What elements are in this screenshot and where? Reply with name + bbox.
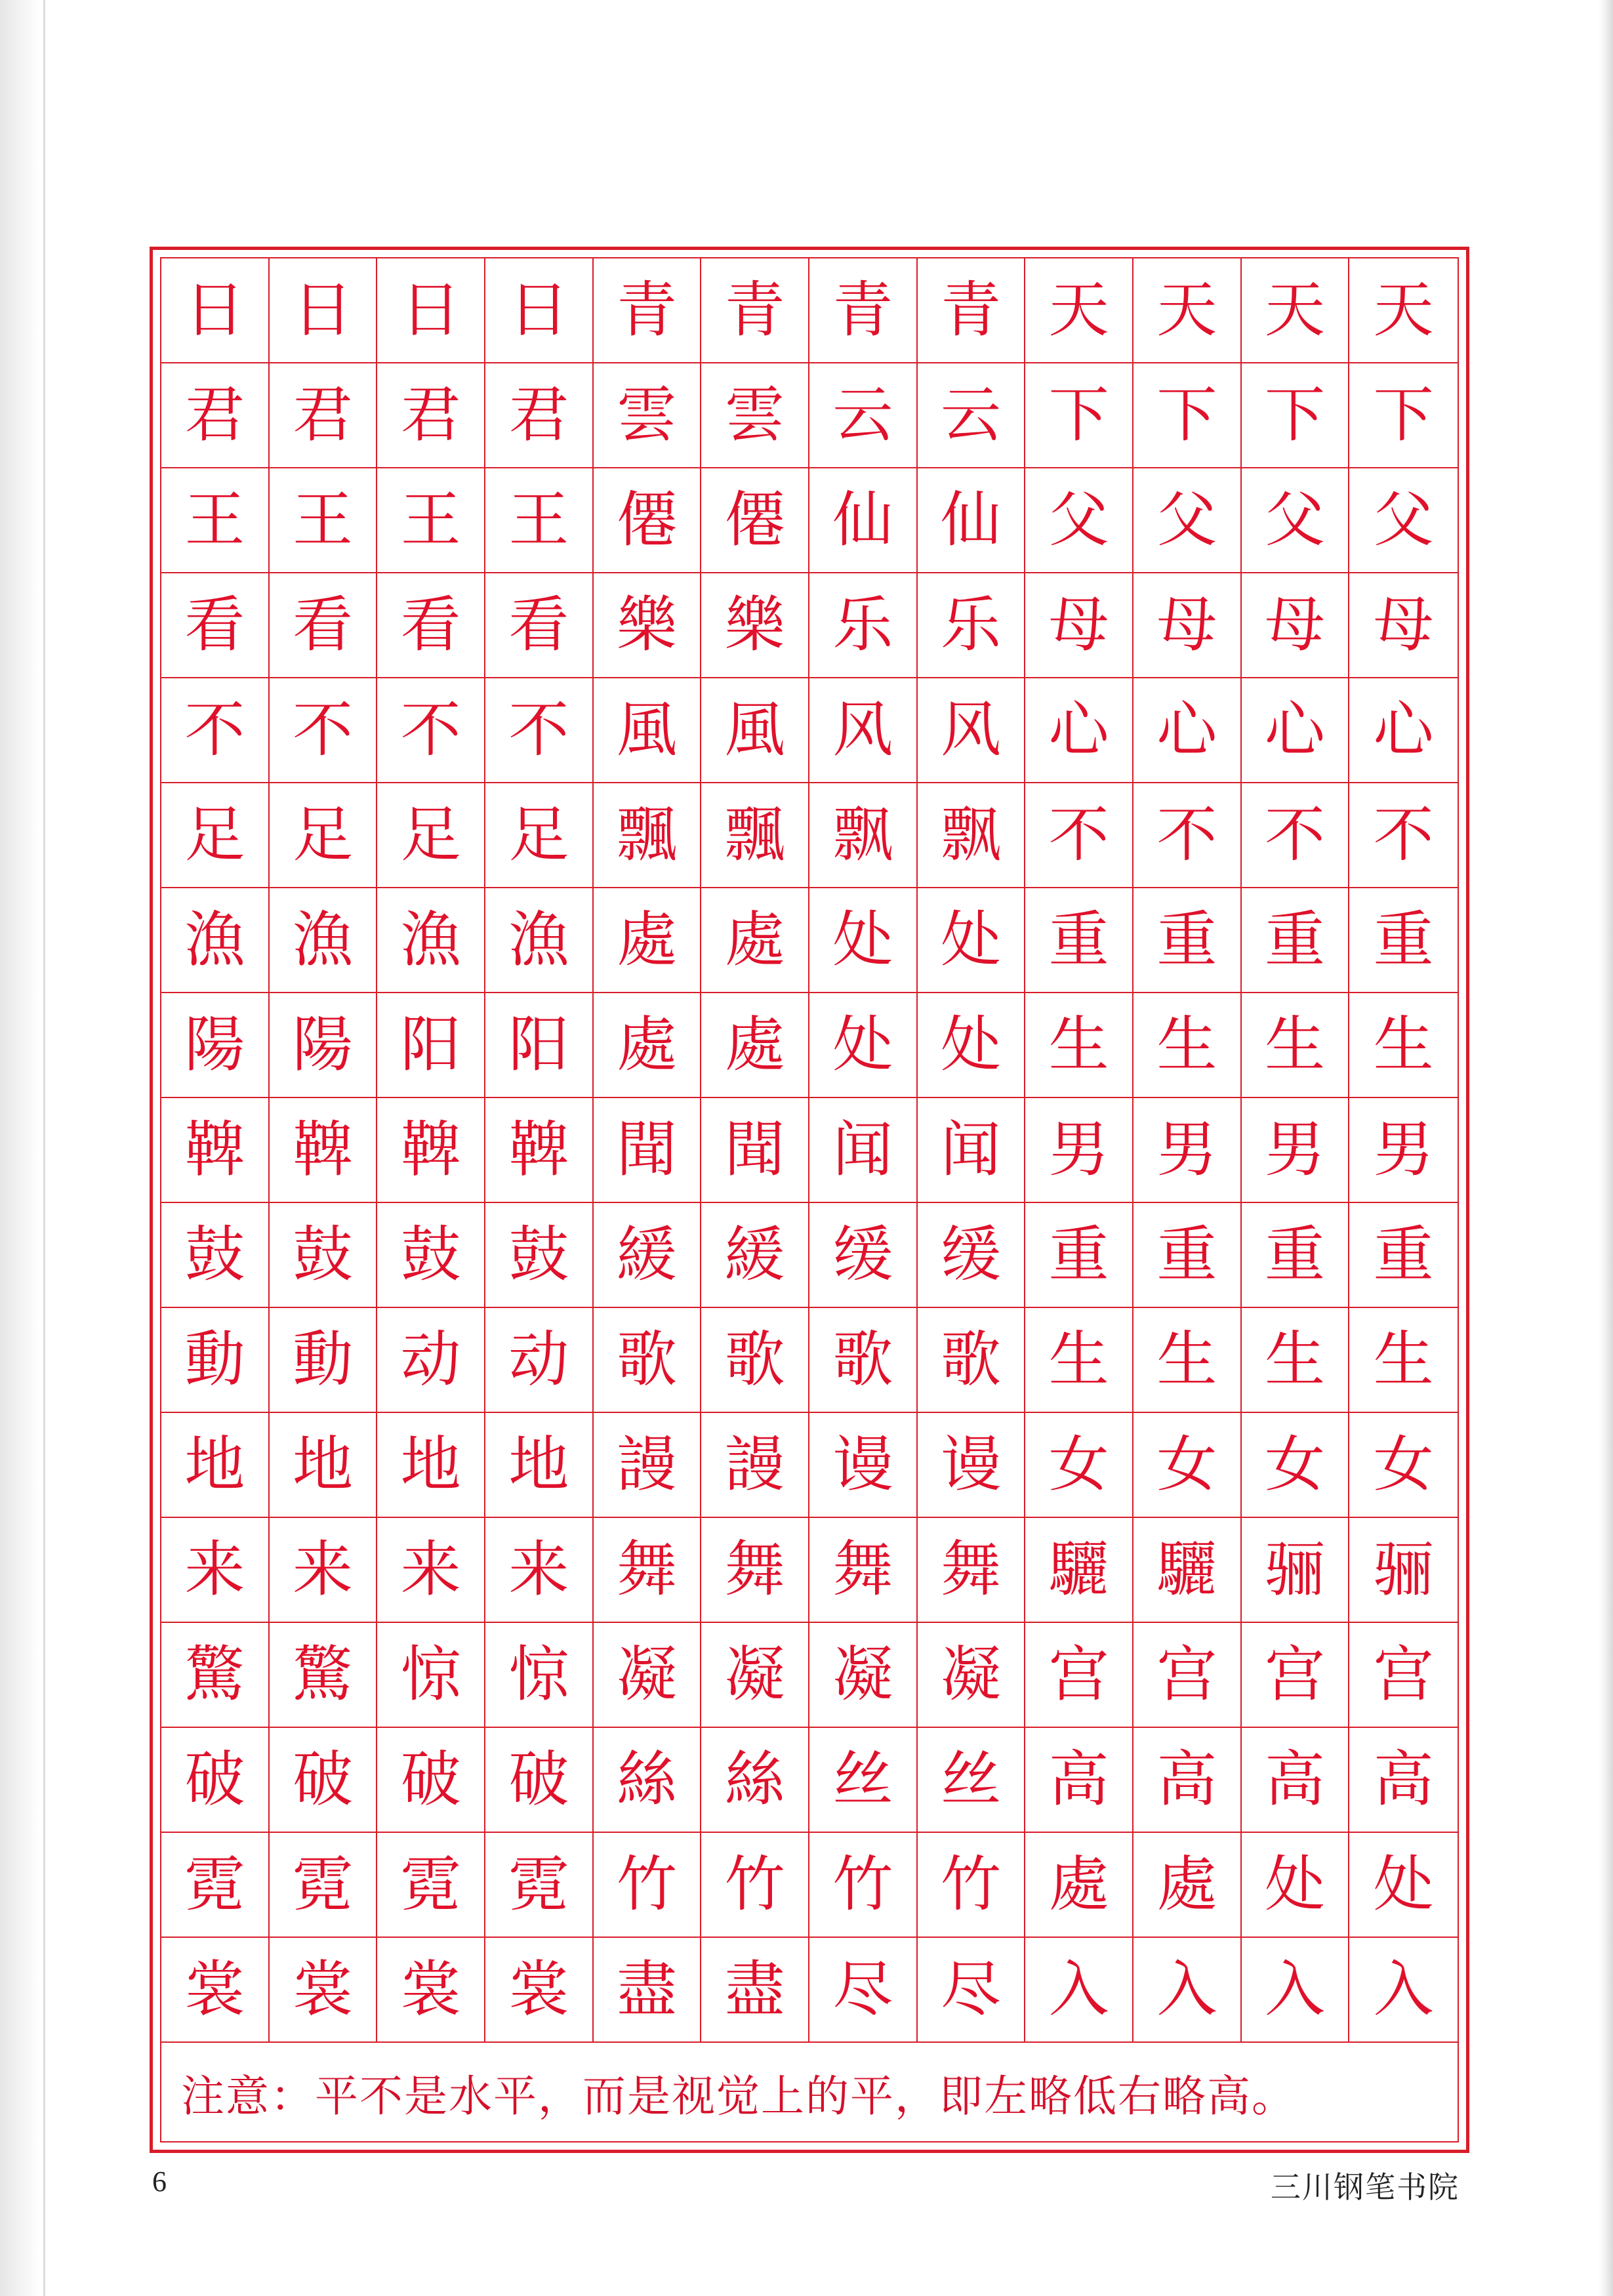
grid-cell: 雲 [594,363,702,468]
grid-cell: 缓 [918,1203,1026,1308]
grid-cell: 乐 [809,573,918,678]
grid-cell: 生 [1349,993,1458,1098]
grid-cell: 女 [1133,1413,1242,1518]
page-edge-shadow [1599,0,1613,2296]
grid-cell: 男 [1133,1098,1242,1203]
grid-cell: 重 [1133,1203,1242,1308]
grid-cell: 緩 [594,1203,702,1308]
grid-cell: 飄 [594,783,702,888]
grid-cell: 舞 [918,1518,1026,1623]
grid-cell: 下 [1242,363,1350,468]
grid-cell: 處 [594,993,702,1098]
grid-cell: 盡 [594,1938,702,2043]
practice-sheet-frame [150,247,1469,2153]
grid-cell: 处 [918,888,1026,993]
grid-cell: 足 [377,783,485,888]
grid-cell: 青 [701,258,809,363]
grid-cell: 来 [485,1518,594,1623]
grid-cell: 謾 [701,1413,809,1518]
grid-cell: 歌 [809,1308,918,1413]
grid-cell: 破 [161,1728,270,1833]
grid-cell: 风 [918,678,1026,783]
grid-cell: 君 [161,363,270,468]
grid-cell: 竹 [594,1833,702,1938]
grid-cell: 尽 [809,1938,918,2043]
grid-cell: 裳 [485,1938,594,2043]
grid-cell: 云 [918,363,1026,468]
grid-cell: 处 [1349,1833,1458,1938]
grid-cell: 凝 [594,1623,702,1728]
grid-cell: 飄 [701,783,809,888]
grid-cell: 風 [701,678,809,783]
grid-cell: 母 [1133,573,1242,678]
grid-cell: 裳 [161,1938,270,2043]
grid-cell: 阳 [485,993,594,1098]
grid-cell: 陽 [161,993,270,1098]
grid-cell: 驚 [270,1623,378,1728]
grid-cell: 生 [1025,993,1133,1098]
grid-cell: 青 [594,258,702,363]
grid-cell: 入 [1025,1938,1133,2043]
grid-cell: 霓 [485,1833,594,1938]
grid-cell: 不 [377,678,485,783]
grid-cell: 歌 [701,1308,809,1413]
grid-cell: 陽 [270,993,378,1098]
grid-cell: 入 [1242,1938,1350,2043]
grid-cell: 心 [1133,678,1242,783]
grid-cell: 女 [1349,1413,1458,1518]
grid-cell: 動 [161,1308,270,1413]
grid-cell: 下 [1025,363,1133,468]
grid-cell: 风 [809,678,918,783]
grid-cell: 王 [161,468,270,573]
grid-cell: 凝 [918,1623,1026,1728]
publisher-name: 三川钢笔书院 [1271,2169,1460,2205]
grid-cell: 宫 [1349,1623,1458,1728]
grid-cell: 处 [809,888,918,993]
grid-cell: 下 [1133,363,1242,468]
grid-cell: 处 [918,993,1026,1098]
grid-cell: 鼓 [161,1203,270,1308]
grid-cell: 青 [918,258,1026,363]
grid-cell: 絲 [594,1728,702,1833]
grid-cell: 盡 [701,1938,809,2043]
grid-cell: 不 [1133,783,1242,888]
grid-cell: 云 [809,363,918,468]
grid-cell: 舞 [809,1518,918,1623]
grid-cell: 看 [485,573,594,678]
grid-cell: 風 [594,678,702,783]
grid-cell: 仙 [809,468,918,573]
grid-cell: 处 [1242,1833,1350,1938]
grid-cell: 地 [270,1413,378,1518]
grid-cell: 重 [1242,1203,1350,1308]
grid-cell: 父 [1349,468,1458,573]
grid-cell: 日 [485,258,594,363]
grid-cell: 重 [1133,888,1242,993]
grid-cell: 男 [1349,1098,1458,1203]
grid-cell: 舞 [594,1518,702,1623]
grid-cell: 谩 [918,1413,1026,1518]
grid-cell: 男 [1025,1098,1133,1203]
grid-cell: 謾 [594,1413,702,1518]
grid-cell: 樂 [701,573,809,678]
grid-cell: 裳 [270,1938,378,2043]
book-spine-shadow [0,0,39,2296]
grid-cell: 漁 [377,888,485,993]
grid-cell: 心 [1025,678,1133,783]
grid-cell: 不 [1349,783,1458,888]
grid-cell: 阳 [377,993,485,1098]
grid-cell: 母 [1349,573,1458,678]
grid-cell: 高 [1133,1728,1242,1833]
grid-cell: 僊 [701,468,809,573]
grid-cell: 骊 [1349,1518,1458,1623]
grid-cell: 驚 [161,1623,270,1728]
grid-cell: 日 [161,258,270,363]
grid-cell: 破 [270,1728,378,1833]
grid-cell: 男 [1242,1098,1350,1203]
grid-cell: 母 [1242,573,1350,678]
practice-sheet-inner-border [160,257,1459,2142]
grid-cell: 母 [1025,573,1133,678]
grid-cell: 生 [1242,1308,1350,1413]
grid-cell: 破 [485,1728,594,1833]
grid-cell: 生 [1025,1308,1133,1413]
grid-cell: 尽 [918,1938,1026,2043]
grid-cell: 骊 [1242,1518,1350,1623]
grid-cell: 入 [1349,1938,1458,2043]
grid-cell: 凝 [809,1623,918,1728]
grid-cell: 父 [1133,468,1242,573]
grid-cell: 天 [1025,258,1133,363]
grid-cell: 惊 [485,1623,594,1728]
grid-cell: 高 [1349,1728,1458,1833]
grid-cell: 看 [270,573,378,678]
grid-cell: 宫 [1025,1623,1133,1728]
grid-cell: 絲 [701,1728,809,1833]
grid-cell: 飘 [809,783,918,888]
grid-cell: 惊 [377,1623,485,1728]
grid-cell: 宫 [1133,1623,1242,1728]
grid-cell: 重 [1242,888,1350,993]
grid-cell: 看 [161,573,270,678]
grid-cell: 王 [377,468,485,573]
grid-cell: 不 [485,678,594,783]
grid-cell: 缓 [809,1203,918,1308]
grid-cell: 歌 [918,1308,1026,1413]
grid-cell: 地 [377,1413,485,1518]
grid-cell: 雲 [701,363,809,468]
grid-cell: 王 [270,468,378,573]
grid-cell: 处 [809,993,918,1098]
grid-cell: 處 [1133,1833,1242,1938]
grid-cell: 處 [594,888,702,993]
grid-cell: 歌 [594,1308,702,1413]
grid-cell: 鼓 [377,1203,485,1308]
grid-cell: 天 [1242,258,1350,363]
grid-cell: 女 [1025,1413,1133,1518]
grid-cell: 竹 [701,1833,809,1938]
grid-cell: 父 [1025,468,1133,573]
grid-cell: 鞞 [377,1098,485,1203]
grid-cell: 父 [1242,468,1350,573]
grid-cell: 地 [161,1413,270,1518]
grid-cell: 日 [377,258,485,363]
grid-cell: 高 [1025,1728,1133,1833]
grid-cell: 竹 [809,1833,918,1938]
grid-cell: 女 [1242,1413,1350,1518]
grid-cell: 青 [809,258,918,363]
grid-cell: 樂 [594,573,702,678]
grid-cell: 舞 [701,1518,809,1623]
grid-cell: 重 [1349,888,1458,993]
grid-cell: 来 [377,1518,485,1623]
grid-cell: 鞞 [485,1098,594,1203]
grid-cell: 動 [270,1308,378,1413]
grid-cell: 鞞 [161,1098,270,1203]
grid-cell: 裳 [377,1938,485,2043]
grid-cell: 闻 [809,1098,918,1203]
grid-cell: 心 [1242,678,1350,783]
grid-cell: 谩 [809,1413,918,1518]
binding-line [43,0,45,2296]
grid-cell: 足 [270,783,378,888]
grid-cell: 鞞 [270,1098,378,1203]
grid-cell: 不 [270,678,378,783]
grid-cell: 處 [701,888,809,993]
grid-cell: 僊 [594,468,702,573]
grid-cell: 丝 [809,1728,918,1833]
grid-cell: 动 [485,1308,594,1413]
grid-cell: 地 [485,1413,594,1518]
grid-cell: 足 [161,783,270,888]
grid-cell: 重 [1349,1203,1458,1308]
grid-cell: 不 [1025,783,1133,888]
grid-cell: 不 [161,678,270,783]
grid-cell: 生 [1349,1308,1458,1413]
grid-cell: 足 [485,783,594,888]
grid-cell: 重 [1025,1203,1133,1308]
grid-cell: 宫 [1242,1623,1350,1728]
grid-cell: 霓 [270,1833,378,1938]
grid-cell: 漁 [270,888,378,993]
grid-cell: 竹 [918,1833,1026,1938]
grid-cell: 驪 [1133,1518,1242,1623]
grid-cell: 天 [1133,258,1242,363]
grid-cell: 高 [1242,1728,1350,1833]
grid-cell: 王 [485,468,594,573]
grid-cell: 入 [1133,1938,1242,2043]
grid-cell: 丝 [918,1728,1026,1833]
grid-cell: 重 [1025,888,1133,993]
page-number: 6 [152,2165,167,2198]
grid-cell: 下 [1349,363,1458,468]
grid-cell: 鼓 [485,1203,594,1308]
grid-cell: 漁 [485,888,594,993]
grid-cell: 来 [161,1518,270,1623]
grid-cell: 动 [377,1308,485,1413]
grid-cell: 心 [1349,678,1458,783]
grid-cell: 生 [1133,993,1242,1098]
grid-cell: 生 [1133,1308,1242,1413]
grid-cell: 緩 [701,1203,809,1308]
grid-cell: 生 [1242,993,1350,1098]
grid-cell: 看 [377,573,485,678]
grid-cell: 君 [270,363,378,468]
grid-cell: 處 [1025,1833,1133,1938]
grid-cell: 来 [270,1518,378,1623]
grid-cell: 天 [1349,258,1458,363]
handwritten-note: 注意：平不是水平，而是视觉上的平，即左略低右略高。 [181,2070,1296,2122]
character-grid [161,258,1458,2043]
grid-cell: 鼓 [270,1203,378,1308]
grid-cell: 闻 [918,1098,1026,1203]
grid-cell: 霓 [161,1833,270,1938]
grid-cell: 驪 [1025,1518,1133,1623]
grid-cell: 漁 [161,888,270,993]
grid-cell: 霓 [377,1833,485,1938]
grid-cell: 乐 [918,573,1026,678]
grid-cell: 君 [377,363,485,468]
grid-cell: 君 [485,363,594,468]
grid-cell: 日 [270,258,378,363]
grid-cell: 仙 [918,468,1026,573]
grid-cell: 聞 [594,1098,702,1203]
grid-cell: 處 [701,993,809,1098]
grid-cell: 凝 [701,1623,809,1728]
grid-cell: 聞 [701,1098,809,1203]
grid-cell: 飘 [918,783,1026,888]
grid-cell: 不 [1242,783,1350,888]
grid-cell: 破 [377,1728,485,1833]
